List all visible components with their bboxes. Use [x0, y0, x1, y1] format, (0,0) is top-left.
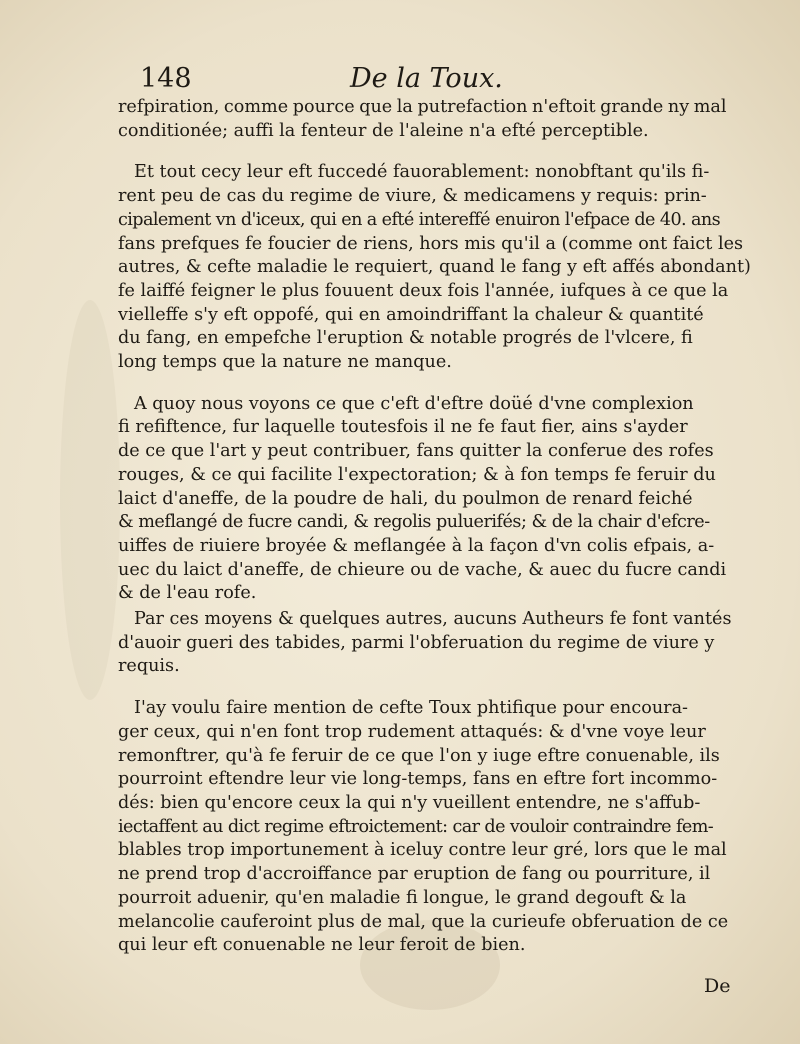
text-line: A quoy nous voyons ce que c'eft d'eftre doüé d'vne complexion — [134, 393, 694, 414]
text-line: ne prend trop d'accroiffance par eruption de fang ou pourriture, il — [118, 864, 711, 885]
text-line: fi refiftence, fur laquelle toutesfois il ne fe faut fier, ains s'ayder — [118, 417, 688, 438]
text-line: blables trop importunement à iceluy contre leur gré, lors que le mal — [118, 840, 727, 861]
text-line: qui leur eft conuenable ne leur feroit de bien. — [118, 935, 526, 956]
text-line: I'ay voulu faire mention de cefte Toux phtifique pour encoura- — [134, 698, 689, 719]
paragraph — [118, 608, 758, 679]
paper-shadow — [60, 300, 120, 700]
text-line: laict d'aneffe, de la poudre de hali, du poulmon de renard feiché — [118, 488, 693, 509]
text-line: vielleffe s'y eft oppofé, qui en amoindriffant la chaleur & quantité — [118, 304, 704, 325]
text-line: uec du laict d'aneffe, de chieure ou de vache, & auec du fucre candi — [118, 559, 727, 580]
catchword: De — [704, 975, 731, 997]
text-line: requis. — [118, 656, 180, 677]
text-line: pourroit aduenir, qu'en maladie fi longue, le grand degouft & la — [118, 887, 687, 908]
text-line: iectaffent au dict regime eftroictement: car de vouloir contraindre fem- — [118, 816, 714, 837]
text-line: long temps que la nature ne manque. — [118, 352, 452, 373]
paragraph — [118, 697, 758, 958]
text-line: pourroint eftendre leur vie long-temps, fans en eftre fort incommo- — [118, 769, 718, 790]
text-line: uiffes de riuiere broyée & meflangée à la façon d'vn colis efpais, a- — [118, 535, 715, 556]
text-line: & de l'eau rofe. — [118, 583, 257, 604]
body-text — [118, 96, 758, 958]
running-title: De la Toux. — [350, 63, 503, 94]
text-line: fe laiffé feigner le plus fouuent deux fois l'année, iufques à ce que la — [118, 280, 729, 301]
text-line: fans prefques fe foucier de riens, hors mis qu'il a (comme ont faict les — [118, 233, 744, 254]
text-line: refpiration, comme pource que la putrefaction n'eftoit grande ny mal — [118, 97, 727, 117]
paragraph — [118, 393, 758, 606]
text-line: dés: bien qu'encore ceux la qui n'y vueillent entendre, ne s'affub- — [118, 792, 701, 813]
text-line: remonftrer, qu'à fe feruir de ce que l'on y iuge eftre conuenable, ils — [118, 745, 720, 766]
text-line: d'auoir gueri des tabides, parmi l'obferuation du regime de viure y — [118, 632, 715, 653]
text-line: & meflangé de fucre candi, & regolis puluerifés; & de la chair d'efcre- — [118, 512, 710, 533]
paragraph — [118, 161, 758, 374]
text-line: autres, & cefte maladie le requiert, quand le fang y eft affés abondant) — [118, 257, 751, 278]
text-line: ger ceux, qui n'en font trop rudement attaqués: & d'vne voye leur — [118, 721, 706, 742]
page-number: 148 — [140, 63, 192, 94]
text-line: Par ces moyens & quelques autres, aucuns Autheurs fe font vantés — [134, 609, 732, 630]
text-line: du fang, en empefche l'eruption & notable progrés de l'vlcere, fi — [118, 328, 693, 349]
text-line: cipalement vn d'iceux, qui en a efté intereffé enuiron l'efpace de 40. ans — [118, 209, 721, 230]
text-line: Et tout cecy leur eft fuccedé fauorablement: nonobftant qu'ils fi- — [134, 162, 710, 183]
text-line: rouges, & ce qui facilite l'expectoration; & à fon temps fe feruir du — [118, 464, 716, 485]
paragraph — [118, 96, 758, 143]
text-line: rent peu de cas du regime de viure, & medicamens y requis: prin- — [118, 186, 707, 207]
text-line: conditionée; auffi la fenteur de l'aleine n'a efté perceptible. — [118, 120, 649, 141]
text-line: melancolie cauferoint plus de mal, que la curieufe obferuation de ce — [118, 911, 729, 932]
text-line: de ce que l'art y peut contribuer, fans quitter la conferue des rofes — [118, 441, 714, 462]
